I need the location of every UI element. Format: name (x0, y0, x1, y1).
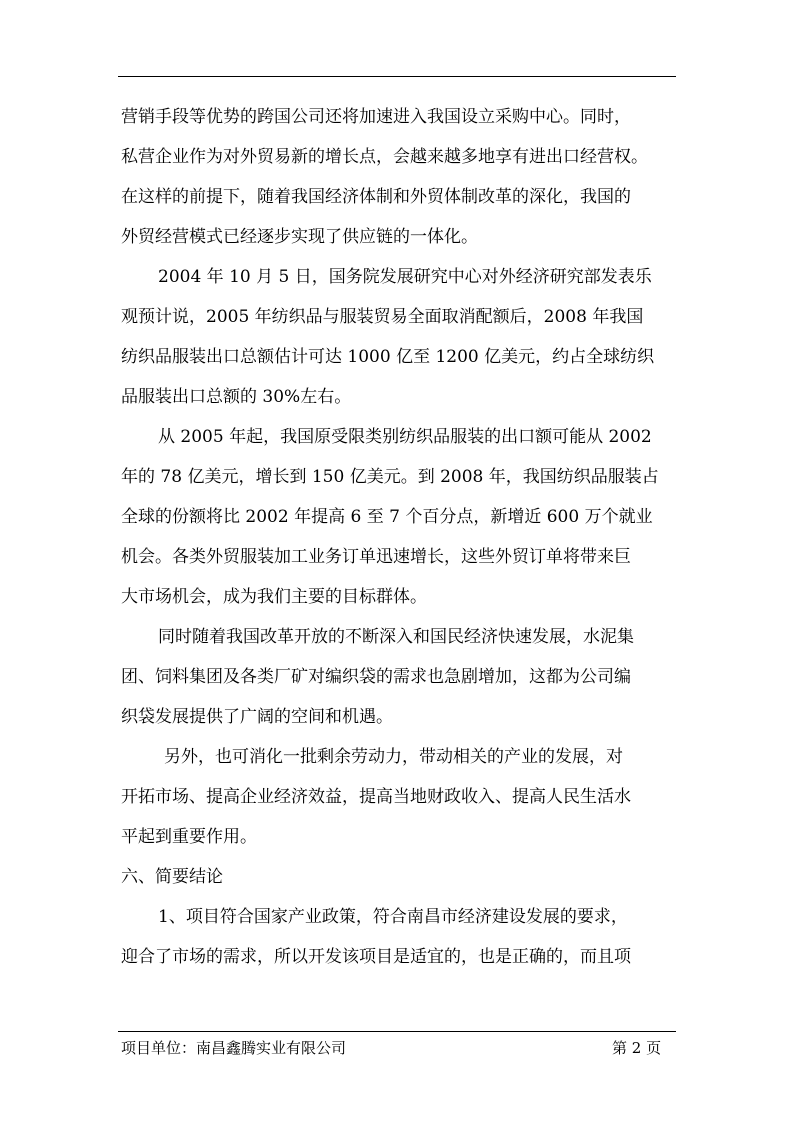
paragraph-first-line: 1、项目符合国家产业政策，符合南昌市经济建设发展的要求， (158, 907, 628, 927)
body-line: 迎合了市场的需求，所以开发该项目是适宜的，也是正确的，而且项 (121, 947, 631, 967)
body-line: 机会。各类外贸服装加工业务订单迅速增长，这些外贸订单将带来巨 (121, 547, 631, 567)
paragraph-first-line: 另外，也可消化一批剩余劳动力，带动相关的产业的发展，对 (164, 747, 623, 767)
paragraph-first-line: 2004 年 10 月 5 日，国务院发展研究中心对外经济研究部发表乐 (158, 267, 652, 287)
body-line: 观预计说，2005 年纺织品与服装贸易全面取消配额后，2008 年我国 (121, 307, 644, 327)
header-rule (118, 76, 676, 77)
body-line: 平起到重要作用。 (121, 827, 257, 847)
body-line: 年的 78 亿美元，增长到 150 亿美元。到 2008 年，我国纺织品服装占 (121, 467, 659, 487)
body-line: 私营企业作为对外贸易新的增长点，会越来越多地享有进出口经营权。 (121, 147, 648, 167)
document-body (121, 97, 681, 977)
body-line: 在这样的前提下，随着我国经济体制和外贸体制改革的深化，我国的 (121, 187, 631, 207)
body-line: 大市场机会，成为我们主要的目标群体。 (121, 587, 427, 607)
body-line: 全球的份额将比 2002 年提高 6 至 7 个百分点，新增近 600 万个就业 (121, 507, 653, 527)
footer-project-unit: 项目单位：南昌鑫腾实业有限公司 (121, 1039, 347, 1057)
body-line: 团、饲料集团及各类厂矿对编织袋的需求也急剧增加，这都为公司编 (121, 667, 631, 687)
paragraph-first-line: 同时随着我国改革开放的不断深入和国民经济快速发展，水泥集 (158, 627, 634, 647)
section-heading: 六、简要结论 (121, 867, 223, 887)
body-line: 营销手段等优势的跨国公司还将加速进入我国设立采购中心。同时， (121, 107, 631, 127)
body-line: 开拓市场、提高企业经济效益，提高当地财政收入、提高人民生活水 (121, 787, 631, 807)
body-line: 纺织品服装出口总额估计可达 1000 亿至 1200 亿美元，约占全球纺织 (121, 347, 655, 367)
footer-page-number: 第 2 页 (612, 1039, 662, 1057)
paragraph-first-line: 从 2005 年起，我国原受限类别纺织品服装的出口额可能从 2002 (158, 427, 652, 447)
body-line: 织袋发展提供了广阔的空间和机遇。 (121, 707, 393, 727)
body-line: 外贸经营模式已经逐步实现了供应链的一体化。 (121, 227, 478, 247)
body-line: 品服装出口总额的 30%左右。 (121, 387, 352, 407)
footer-rule (118, 1031, 676, 1032)
